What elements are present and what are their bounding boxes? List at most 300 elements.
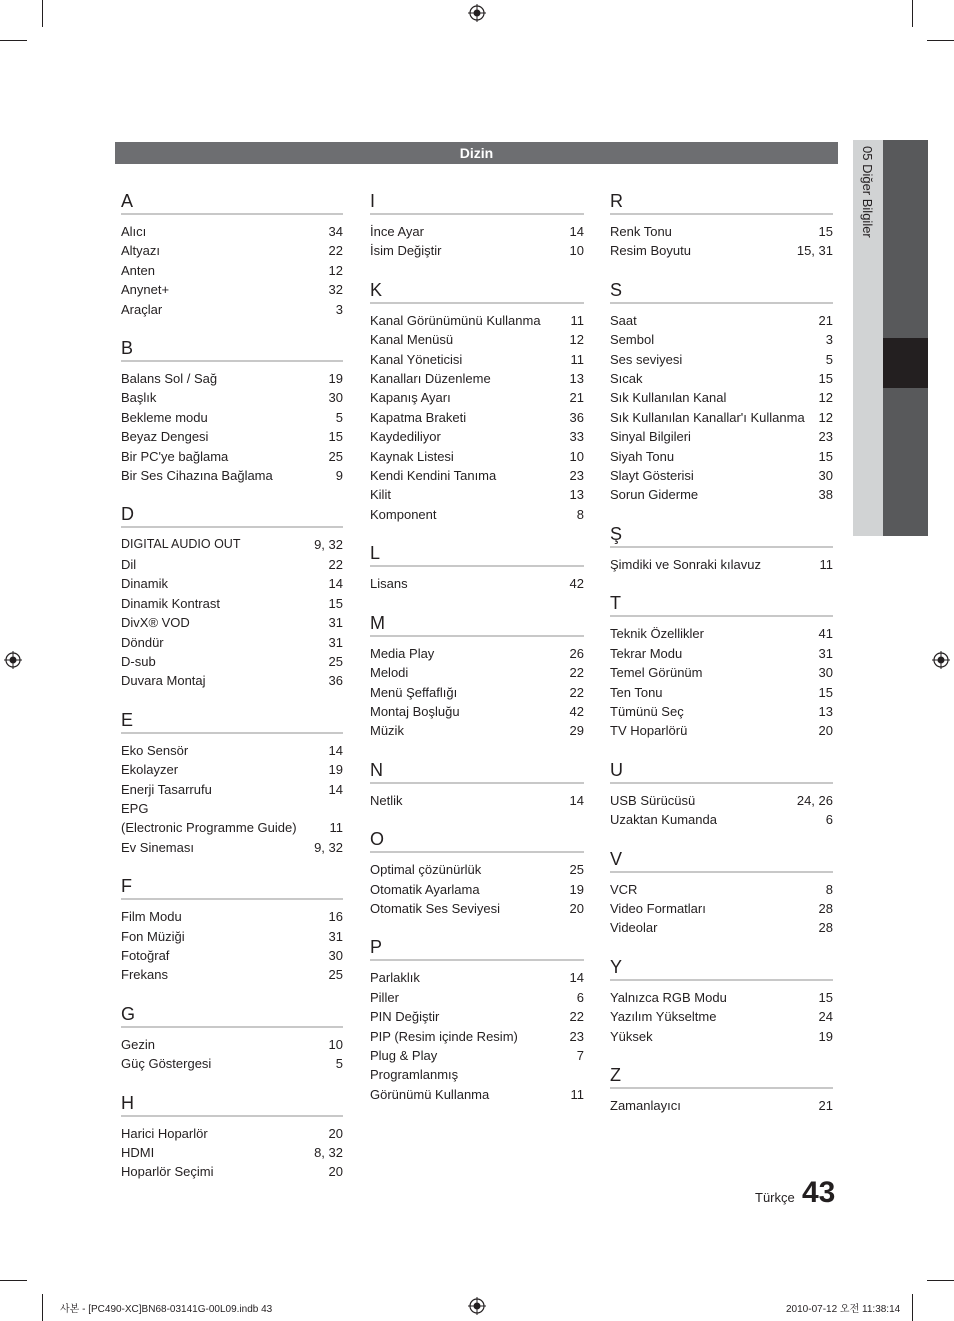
crop-mark [912,0,913,27]
index-entry-term: Dinamik [121,576,168,592]
index-entry-term: HDMI [121,1145,155,1160]
index-entry [121,907,343,926]
crop-mark [0,40,27,41]
index-entry [610,791,833,810]
chapter-tab-label: 05 Diğer Bilgiler [860,146,875,238]
crop-mark [912,1294,913,1321]
index-entry-page: 25 [328,653,343,669]
index-section [370,828,584,918]
index-entry [610,555,833,574]
index-entry-page: 42 [569,703,584,719]
registration-mark-icon [468,1297,486,1315]
index-entry [610,918,833,937]
index-entry-term: Parlaklık [370,970,420,986]
index-entry-term: Kapatma Braketi [370,409,467,425]
index-entry-term: Ten Tonu [610,684,663,700]
index-entry-page: 34 [328,224,343,239]
index-entry-page: 11 [570,312,584,328]
index-entry [370,427,584,446]
index-entry-page: 10 [328,1036,343,1052]
index-entry-page: 10 [569,448,584,464]
index-entry-term: Müzik [370,723,404,739]
index-entry-page: 12 [569,332,584,348]
index-entry-page: 28 [818,920,833,936]
index-entry-term: VCR [610,881,638,897]
index-entry-page: 15 [818,448,833,464]
crop-mark [0,1280,27,1281]
index-entry-page: 3 [335,301,343,317]
index-entry-term: Beyaz Dengesi [121,429,209,445]
index-entry-term: Kanal Menüsü [370,332,454,348]
index-letter-heading: Y [610,956,833,981]
index-entry-term: Anten [121,262,155,278]
index-letter-heading: K [370,279,584,304]
index-entry-page: 30 [818,665,833,681]
index-entry [610,624,833,643]
index-entry-page: 19 [569,881,584,897]
index-entry [370,644,584,663]
index-entry-term: Enerji Tasarrufu [121,781,212,797]
index-entry-term: Hoparlör Seçimi [121,1164,214,1180]
index-entry [370,241,584,260]
index-entry [370,1007,584,1026]
index-entry-page: 21 [569,390,584,406]
index-entry-term: Duvara Montaj [121,673,206,689]
index-entry-page: 13 [569,371,584,387]
index-entry-page: 33 [569,429,584,445]
index-entry [121,388,343,407]
registration-mark-icon [468,4,486,22]
index-entry-term: Temel Görünüm [610,665,703,681]
index-entry-page: 19 [328,371,343,387]
index-entry-page: 12 [818,409,833,425]
print-slug-date: 2010-07-12 오전 11:38:14 [786,1304,901,1315]
index-entry-page: 24, 26 [796,792,833,808]
index-letter-heading: T [610,592,833,617]
index-entry [370,1046,584,1065]
index-letter-heading: E [121,709,343,734]
index-entry [121,1054,343,1073]
index-entry-page: 24 [818,1009,833,1025]
index-entry-term: Teknik Özellikler [610,626,704,642]
index-entry-term: Eko Sensör [121,742,189,758]
index-entry-page: 19 [328,762,343,778]
index-entry-page: 5 [825,351,833,367]
index-entry [610,466,833,485]
index-entry-page: 12 [818,390,833,406]
index-column-1 [121,190,343,1200]
index-entry-page: 22 [328,243,343,259]
index-entry-page: 31 [328,928,343,944]
index-entry-page: 41 [818,626,833,642]
index-entry [370,330,584,349]
index-entry-page: 42 [569,576,584,592]
index-entry-page: 20 [818,723,833,739]
page-title: Dizin [115,142,838,164]
index-entry-term: Film Modu [121,909,182,925]
index-entry-page: 13 [569,487,584,503]
index-section [610,848,833,938]
index-section [610,956,833,1046]
index-letter-heading: F [121,875,343,900]
index-entry-term: Ses seviyesi [610,351,683,367]
index-entry-term: İsim Değiştir [370,243,442,259]
index-entry-term: Şimdiki ve Sonraki kılavuz [610,556,761,572]
index-entry-term: EPG (Electronic Programme Guide) [121,800,297,836]
index-entry-term: Melodi [370,665,409,681]
index-entry [121,300,343,319]
index-entry-term: Siyah Tonu [610,448,675,464]
index-entry-page: 21 [818,1097,833,1113]
index-entry [370,899,584,918]
index-entry [610,644,833,663]
index-entry-page: 21 [818,312,833,328]
index-entry [370,505,584,524]
index-section [370,936,584,1104]
index-entry-page: 14 [569,792,584,808]
crop-mark [927,1280,954,1281]
index-entry [121,760,343,779]
index-entry-term: Ekolayzer [121,762,179,778]
index-entry-term: Altyazı [121,243,161,259]
index-letter-heading: I [370,190,584,215]
index-entry-page: 25 [328,967,343,983]
index-entry [121,535,343,554]
index-entry-term: Programlanmış Görünümü Kullanma [370,1067,490,1102]
index-entry-page: 28 [818,900,833,916]
index-entry-term: Dil [121,556,137,572]
index-entry [370,880,584,899]
index-section [370,190,584,261]
registration-mark-icon [4,651,22,669]
index-entry [121,946,343,965]
index-entry-page: 11 [570,351,584,367]
index-entry-page: 16 [328,909,343,925]
index-entry-term: Döndür [121,634,164,650]
index-entry [370,388,584,407]
index-letter-heading: O [370,828,584,853]
index-entry [121,241,343,260]
index-section [121,503,343,690]
index-entry-page: 15 [818,989,833,1005]
index-entry [370,369,584,388]
index-entry-term: Kapanış Ayarı [370,390,451,406]
index-entry [370,860,584,879]
index-section [370,542,584,593]
index-section [121,190,343,319]
index-letter-heading: L [370,542,584,567]
index-entry-page: 11 [570,1086,584,1102]
index-letter-heading: V [610,848,833,873]
index-entry-term: D-sub [121,653,156,669]
index-letter-heading: G [121,1003,343,1028]
index-section [610,1064,833,1115]
index-entry-term: Kaynak Listesi [370,448,454,464]
index-entry-page: 31 [328,615,343,631]
index-entry-term: PIP (Resim içinde Resim) [370,1028,518,1044]
crop-mark [42,0,43,27]
index-entry-page: 20 [328,1125,343,1141]
index-entry [370,988,584,1007]
index-entry-term: Sık Kullanılan Kanal [610,390,727,406]
index-entry-page: 5 [335,409,343,425]
index-entry-term: Harici Hoparlör [121,1125,208,1141]
index-entry-page: 19 [818,1028,833,1044]
index-entry [610,350,833,369]
index-entry [610,988,833,1007]
index-entry-page: 31 [328,634,343,650]
index-entry [370,1027,584,1046]
index-entry [121,927,343,946]
index-entry [610,427,833,446]
index-entry [610,408,833,427]
footer-language: Türkçe [755,1190,795,1205]
index-entry-term: Kilit [370,487,391,503]
index-entry [121,466,343,485]
index-entry-term: Renk Tonu [610,224,672,239]
index-section [610,523,833,574]
chapter-tab-strip [883,140,928,338]
index-entry [610,485,833,504]
index-entry-term: Montaj Boşluğu [370,703,460,719]
index-entry [370,702,584,721]
crop-mark [42,1294,43,1321]
index-letter-heading: U [610,759,833,784]
index-entry-term: Video Formatları [610,900,706,916]
index-entry-term: İnce Ayar [370,224,424,239]
index-entry [121,780,343,799]
index-entry-page: 3 [825,332,833,348]
index-entry-term: Yüksek [610,1028,653,1044]
index-letter-heading: S [610,279,833,304]
index-entry [121,965,343,984]
index-entry [610,810,833,829]
index-entry [370,447,584,466]
index-entry-page: 12 [328,262,343,278]
index-entry-term: Menü Şeffaflığı [370,684,458,700]
index-entry [610,241,833,260]
index-entry-page: 31 [818,645,833,661]
index-entry-term: Gezin [121,1036,155,1052]
index-entry [121,594,343,613]
index-section [370,612,584,741]
index-section [610,592,833,740]
print-slug-file: 사본 - [PC490-XC]BN68-03141G-00L09.indb 43 [60,1304,273,1315]
index-letter-heading: A [121,190,343,215]
index-section [370,759,584,810]
index-section [610,759,833,830]
index-entry-page: 26 [569,645,584,661]
index-entry [610,683,833,702]
index-entry-term: Balans Sol / Sağ [121,371,218,387]
index-entry [121,222,343,241]
index-entry [121,447,343,466]
index-entry-page: 9, 32 [314,537,343,553]
index-entry [121,799,343,838]
index-entry-page: 30 [818,468,833,484]
index-entry-page: 20 [569,900,584,916]
index-entry-term: Videolar [610,920,658,936]
index-column-3 [610,190,833,1133]
index-letter-heading: P [370,936,584,961]
index-entry [121,280,343,299]
index-entry [610,330,833,349]
index-entry-term: Media Play [370,645,435,661]
index-entry-term: Otomatik Ayarlama [370,881,480,897]
index-entry-term: Kaydediliyor [370,429,441,445]
index-entry-term: Yalnızca RGB Modu [610,989,727,1005]
index-entry-term: Zamanlayıcı [610,1097,681,1113]
index-entry-page: 15, 31 [796,243,833,259]
index-letter-heading: M [370,612,584,637]
index-entry [121,838,343,857]
index-entry [610,1007,833,1026]
index-letter-heading: N [370,759,584,784]
chapter-tab-strip [883,388,928,536]
index-entry-term: TV Hoparlörü [610,723,688,739]
index-entry-page: 36 [328,673,343,689]
index-letter-heading: R [610,190,833,215]
index-entry-page: 23 [818,429,833,445]
index-entry-page: 30 [328,390,343,406]
index-entry-term: Yazılım Yükseltme [610,1009,717,1025]
index-entry [121,633,343,652]
index-entry-term: Ev Sineması [121,839,194,855]
index-entry-page: 15 [328,595,343,611]
index-entry [610,388,833,407]
index-entry-term: Saat [610,312,637,328]
index-entry-page: 14 [328,742,343,758]
index-entry [121,427,343,446]
index-entry-term: Güç Göstergesi [121,1056,212,1072]
index-entry-term: Piller [370,989,399,1005]
index-entry-term: Sık Kullanılan Kanallar'ı Kullanma [610,409,805,425]
index-section [121,1092,343,1182]
index-entry-term: Slayt Gösterisi [610,468,694,484]
index-entry-page: 8, 32 [314,1145,343,1160]
index-entry [121,671,343,690]
index-entry-term: Alıcı [121,224,147,239]
chapter-tab-marker [883,338,928,388]
page-number: 43 [802,1176,836,1209]
index-entry [370,222,584,241]
index-entry-term: Optimal çözünürlük [370,862,482,878]
index-letter-heading: B [121,337,343,362]
index-entry-page: 23 [569,468,584,484]
index-entry-page: 20 [328,1164,343,1180]
index-entry-page: 32 [328,282,343,298]
index-entry-page: 30 [328,947,343,963]
index-entry-page: 10 [569,243,584,259]
index-entry [370,721,584,740]
index-entry [370,968,584,987]
index-entry-term: Tekrar Modu [610,645,683,661]
index-entry [121,652,343,671]
index-entry-term: Kanal Yöneticisi [370,351,463,367]
index-entry-term: Fon Müziği [121,928,185,944]
index-entry-term: Sıcak [610,371,643,387]
index-entry [610,447,833,466]
index-entry-page: 9 [335,468,343,484]
index-entry [610,702,833,721]
index-entry-term: Bekleme modu [121,409,208,425]
index-section [121,1003,343,1074]
index-entry [370,311,584,330]
index-entry-page: 7 [576,1047,584,1063]
index-letter-heading: Z [610,1064,833,1089]
index-entry [370,683,584,702]
index-entry-term: Komponent [370,506,437,522]
index-entry [121,369,343,388]
index-entry-term: Başlık [121,390,157,406]
index-entry-term: Sembol [610,332,655,348]
index-entry-page: 25 [328,448,343,464]
index-entry-term: Dinamik Kontrast [121,595,220,611]
index-entry [370,663,584,682]
index-letter-heading: H [121,1092,343,1117]
index-entry [370,485,584,504]
index-entry-term: USB Sürücüsü [610,792,696,808]
index-entry [121,555,343,574]
index-entry [121,1162,343,1181]
index-entry [370,574,584,593]
index-entry-page: 8 [825,881,833,897]
index-entry-term: Netlik [370,792,403,808]
index-entry-page: 22 [569,1009,584,1025]
index-entry-term: Frekans [121,967,168,983]
index-section [121,337,343,485]
index-entry-term: DivX® VOD [121,615,190,631]
index-entry [370,350,584,369]
index-section [610,279,833,505]
index-entry-term: Uzaktan Kumanda [610,812,717,828]
index-entry-page: 23 [569,1028,584,1044]
index-entry-page: 13 [818,703,833,719]
index-entry-term: Resim Boyutu [610,243,691,259]
index-entry-term: Sorun Giderme [610,487,699,503]
index-entry-page: 11 [329,820,343,836]
index-entry-page: 15 [818,684,833,700]
index-entry [610,663,833,682]
index-entry-term: Bir Ses Cihazına Bağlama [121,468,273,484]
index-entry-page: 6 [825,812,833,828]
index-entry-term: Kanalları Düzenleme [370,371,491,387]
registration-mark-icon [932,651,950,669]
index-section [370,279,584,524]
index-entry [370,466,584,485]
index-letter-heading: Ş [610,523,833,548]
index-entry-page: 14 [569,970,584,986]
index-section [610,190,833,261]
index-entry [121,1035,343,1054]
index-entry [121,261,343,280]
index-entry [370,408,584,427]
index-entry-page: 14 [328,781,343,797]
index-entry-page: 11 [819,556,833,572]
index-entry [121,574,343,593]
index-section [121,709,343,857]
index-entry-page: 8 [576,506,584,522]
index-entry [610,899,833,918]
index-entry-page: 9, 32 [314,839,343,855]
index-entry-page: 5 [335,1056,343,1072]
index-letter-heading: D [121,503,343,528]
index-entry-term: Anynet+ [121,282,170,298]
index-entry-page: 29 [569,723,584,739]
index-entry-term: DIGITAL AUDIO OUT [121,537,241,552]
index-entry-term: PIN Değiştir [370,1009,440,1025]
index-entry [370,791,584,810]
